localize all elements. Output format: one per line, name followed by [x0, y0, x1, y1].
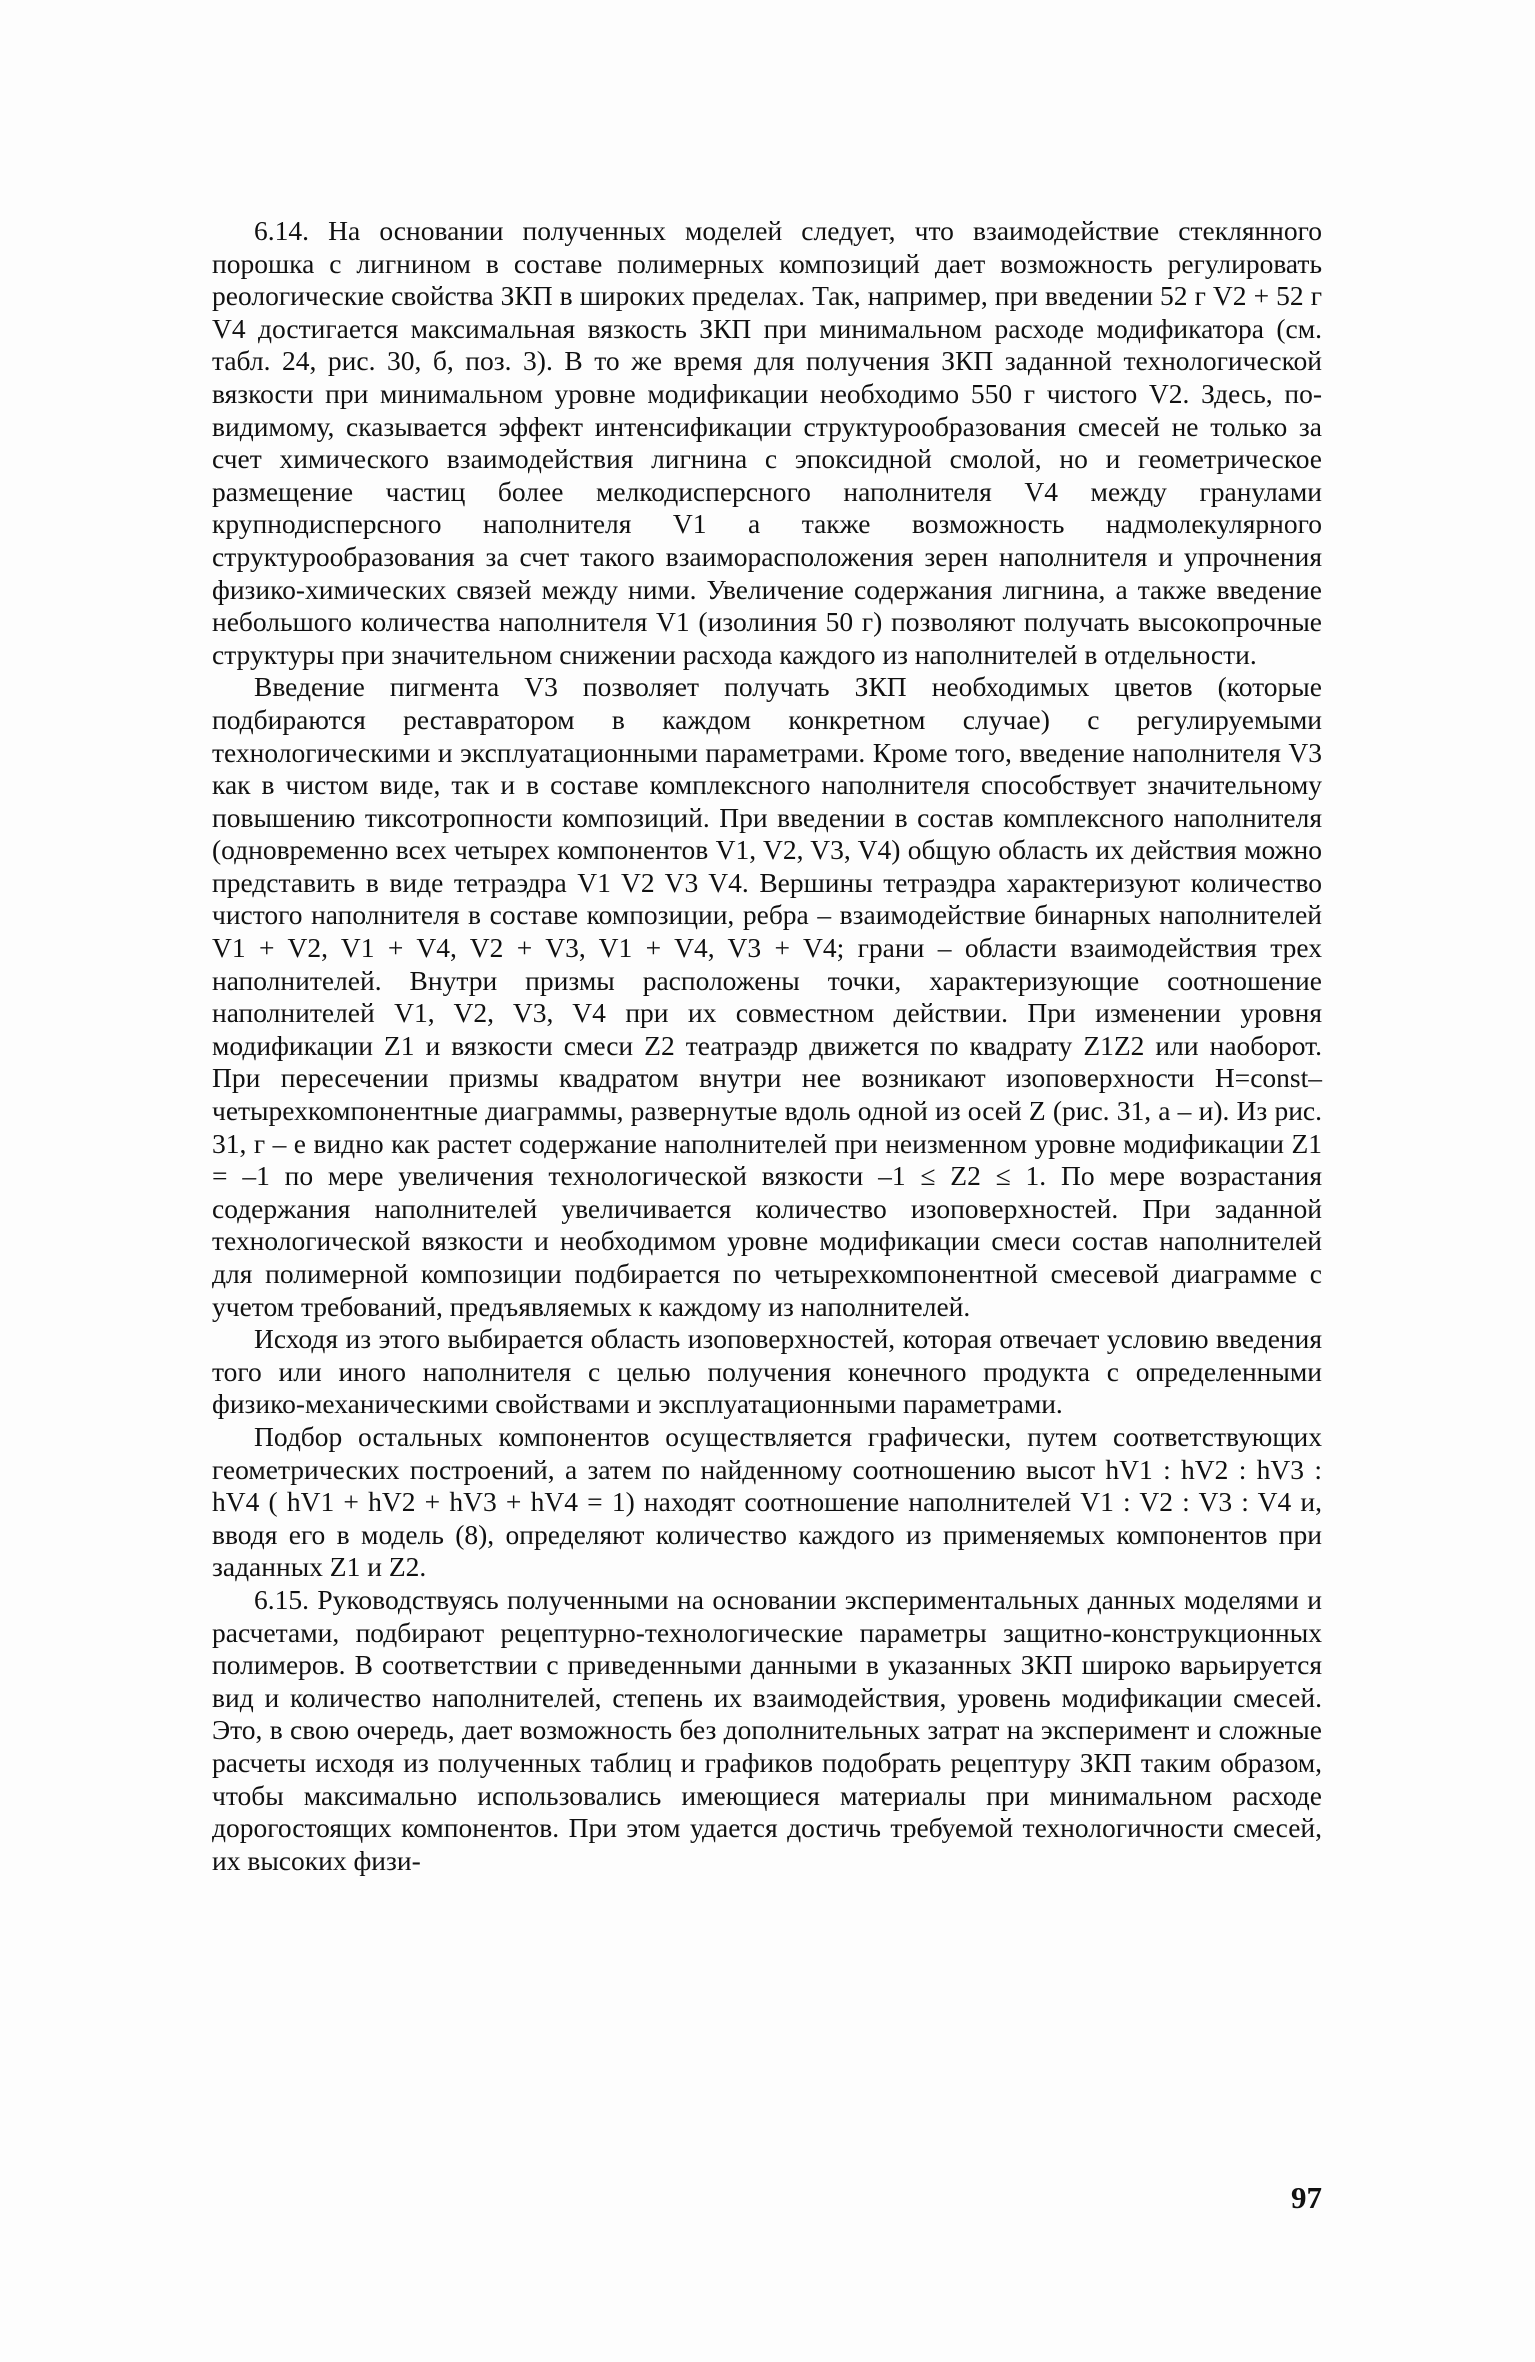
paragraph-6-15: 6.15. Руководствуясь полученными на основании экспериментальных данных моделями и расчетами, подбирают рецептурно-технологические параметры защитно-конструкционных полимеров. В соответствии с приведенными данными в указанных ЗКП широко варьируется вид и количество наполнителей, степень их взаимодействия, уровень модификации смесей. Это, в свою очередь, дает возможность без дополнительных затрат на эксперимент и сложные расчеты исходя из полученных таблиц и графиков подобрать рецептуру ЗКП таким образом, чтобы максимально использовались имеющиеся материалы при минимальном расходе дорогостоящих компонентов. При этом удается достичь требуемой технологичности смесей, их высоких физи- [212, 1583, 1322, 1876]
paragraph-component-selection: Подбор остальных компонентов осуществляется графически, путем соответствующих геометрических построений, а затем по найденному соотношению высот hV1 : hV2 : hV3 : hV4 ( hV1 + hV2 + hV3 + hV4 = 1) находят соотношение наполнителей V1 : V2 : V3 : V4 и, вводя его в модель (8), определяют количество каждого из применяемых компонентов при заданных Z1 и Z2. [212, 1420, 1322, 1583]
paragraph-pigment: Введение пигмента V3 позволяет получать ЗКП необходимых цветов (которые подбираются реставратором в каждом конкретном случае) с регулируемыми технологическими и эксплуатационными параметрами. Кроме того, введение наполнителя V3 как в чистом виде, так и в составе комплексного наполнителя способствует значительному повышению тиксотропности композиций. При введении в состав комплексного наполнителя (одновременно всех четырех компонентов V1, V2, V3, V4) общую область их действия можно представить в виде тетраэдра V1 V2 V3 V4. Вершины тетраэдра характеризуют количество чистого наполнителя в составе композиции, ребра – взаимодействие бинарных наполнителей V1 + V2, V1 + V4, V2 + V3, V1 + V4, V3 + V4; грани – области взаимодействия трех наполнителей. Внутри призмы расположены точки, характеризующие соотношение наполнителей V1, V2, V3, V4 при их совместном действии. При изменении уровня модификации Z1 и вязкости смеси Z2 театраэдр движется по квадрату Z1Z2 или наоборот. При пересечении призмы квадратом внутри нее возникают изоповерхности H=const– четырехкомпонентные диаграммы, развернутые вдоль одной из осей Z (рис. 31, а – и). Из рис. 31, г – е видно как растет содержание наполнителей при неизменном уровне модификации Z1 = –1 по мере увеличения технологической вязкости –1 ≤ Z2 ≤ 1. По мере возрастания содержания наполнителей увеличивается количество изоповерхностей. При заданной технологической вязкости и необходимом уровне модификации смеси состав наполнителей для полимерной композиции подбирается по четырехкомпонентной смесевой диаграмме с учетом требований, предъявляемых к каждому из наполнителей. [212, 671, 1322, 1322]
body-text [212, 215, 1322, 1877]
paragraph-isosurfaces: Исходя из этого выбирается область изоповерхностей, которая отвечает условию введения того или иного наполнителя с целью получения конечного продукта с определенными физико-механическими свойствами и эксплуатационными параметрами. [212, 1323, 1322, 1420]
page-number: 97 [1291, 2180, 1322, 2215]
paragraph-6-14: 6.14. На основании полученных моделей следует, что взаимодействие стеклянного порошка с лигнином в составе полимерных композиций дает возможность регулировать реологические свойства ЗКП в широких пределах. Так, например, при введении 52 г V2 + 52 г V4 достигается максимальная вязкость ЗКП при минимальном расходе модификатора (см. табл. 24, рис. 30, б, поз. 3). В то же время для получения ЗКП заданной технологической вязкости при минимальном уровне модификации необходимо 550 г чистого V2. Здесь, по-видимому, сказывается эффект интенсификации структурообразования смесей не только за счет химического взаимодействия лигнина с эпоксидной смолой, но и геометрическое размещение частиц более мелкодисперсного наполнителя V4 между гранулами крупнодисперсного наполнителя V1 а также возможность надмолекулярного структурообразования за счет такого взаиморасположения зерен наполнителя и упрочнения физико-химических связей между ними. Увеличение содержания лигнина, а также введение небольшого количества наполнителя V1 (изолиния 50 г) позволяют получать высокопрочные структуры при значительном снижении расхода каждого из наполнителей в отдельности. [212, 215, 1322, 670]
